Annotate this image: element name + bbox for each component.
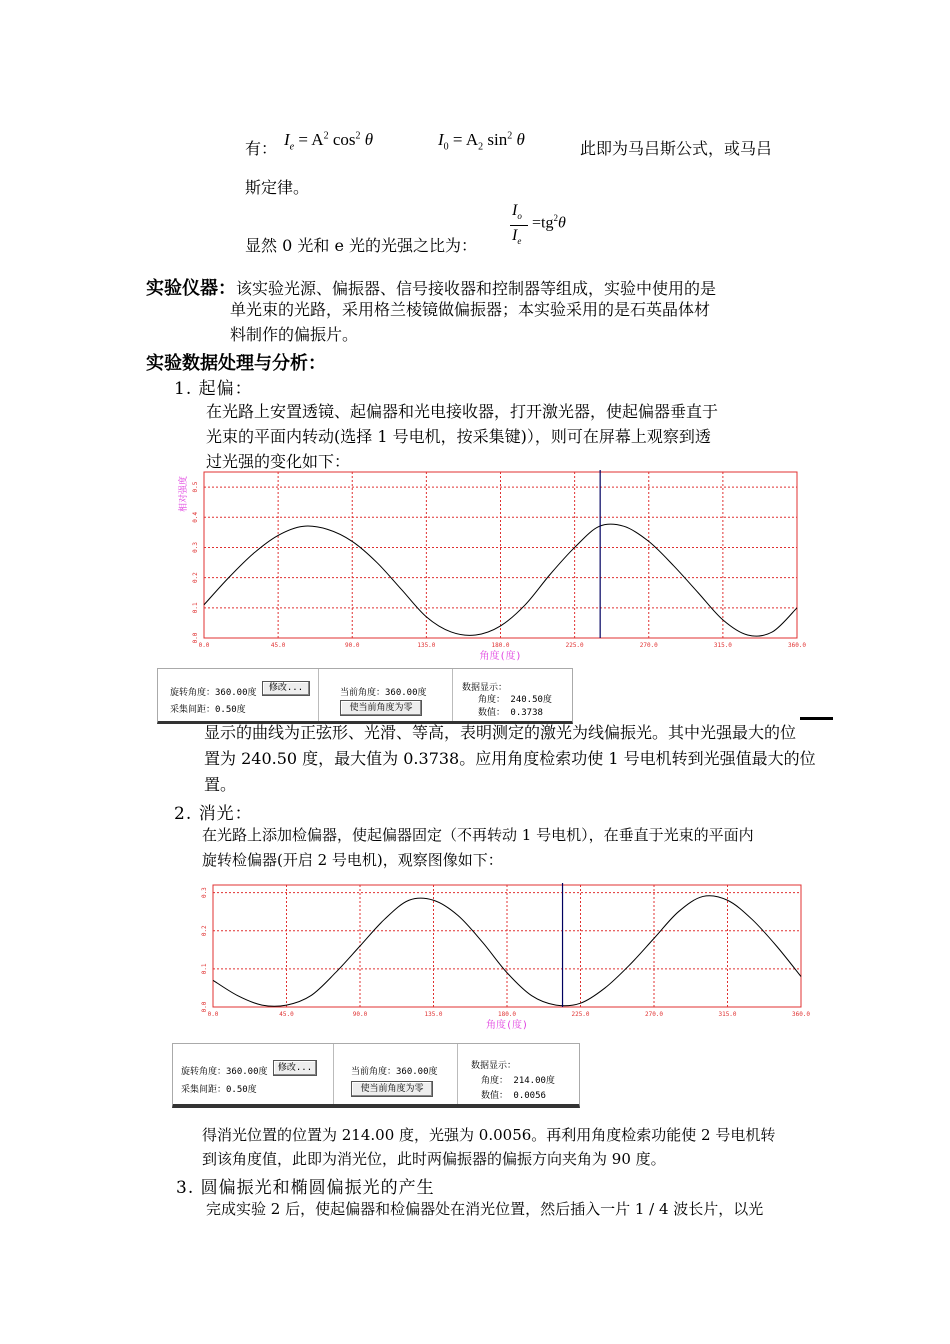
panel1-zero-button[interactable]: 使当前角度为零: [340, 700, 422, 716]
ratio-rhs-text: =tg: [532, 214, 554, 232]
panel2-current-label: 当前角度：360.00度: [351, 1067, 438, 1077]
panel2-col-display: [457, 1044, 577, 1104]
y-tick-label: 0.2: [192, 572, 199, 584]
panel1-modify-button[interactable]: 修改...: [262, 681, 310, 696]
panel2-col-settings: [173, 1044, 334, 1104]
eq2-var: θ: [516, 130, 525, 149]
y-tick-label: 0.1: [201, 963, 208, 975]
control-panel-2: [172, 1043, 580, 1108]
eq1-rhs: = A: [298, 130, 324, 149]
x-axis-label: 角度(度): [485, 1020, 529, 1031]
panel1-col-settings: [158, 669, 319, 721]
panel1-col-display: [452, 669, 570, 721]
eq1-lhs: I: [284, 130, 290, 149]
section1-after2: 置为 240.50 度，最大值为 0.3738。应用角度检索功使 1 号电机转到光强值最大的位: [204, 749, 816, 768]
y-tick-label: 0.3: [192, 542, 199, 553]
y-tick-label: 0.0: [192, 632, 199, 644]
x-tick-label: 270.0: [639, 642, 658, 649]
formula-eq2: [438, 130, 525, 152]
panel2-zero-button[interactable]: 使当前角度为零: [351, 1081, 433, 1097]
section3-line1: 完成实验 2 后，使起偏器和检偏器处在消光位置，然后插入一片 1 / 4 波长片，以光: [206, 1200, 764, 1218]
y-tick-label: 0.3: [201, 887, 208, 899]
section2-line2: 旋转检偏器(开启 2 号电机)，观察图像如下：: [202, 851, 503, 869]
instruments-line1: 该实验光源、偏振器、信号接收器和控制器等组成，实验中使用的是: [236, 279, 717, 298]
section2-after1: 得消光位置的位置为 214.00 度，光强为 0.0056。再利用角度检索功能使 2 号电机转: [202, 1126, 776, 1144]
instruments-line2: 单光束的光路，采用格兰棱镜做偏振器；本实验采用的是石英晶体材: [230, 300, 711, 319]
y-tick-label: 0.4: [192, 511, 199, 523]
y-tick-label: 0.5: [192, 481, 199, 493]
x-tick-label: 90.0: [345, 642, 360, 649]
panel1-current-label: 当前角度：360.00度: [340, 688, 427, 698]
instruments-heading: 实验仪器：: [146, 278, 236, 299]
control-panel-1: [157, 668, 573, 724]
y-tick-label: 0.2: [201, 925, 208, 937]
chart-polarization: [170, 470, 810, 662]
x-tick-label: 0.0: [198, 642, 210, 649]
instruments-line3: 料制作的偏振片。: [230, 325, 359, 344]
formula-prefix: 有：: [245, 139, 278, 158]
panel1-display-label: 数据显示：: [462, 683, 508, 693]
section2-after2: 到该角度值，此即为消光位，此时两偏振器的偏振方向夹角为 90 度。: [202, 1150, 666, 1168]
x-tick-label: 180.0: [491, 642, 510, 649]
y-tick-label: 0.0: [201, 1001, 208, 1013]
panel2-col-current: [333, 1044, 458, 1104]
eq2-rhs: = A: [452, 130, 479, 149]
instruments-paragraph: [146, 274, 716, 301]
eq2-fn: sin: [487, 130, 508, 149]
x-tick-label: 270.0: [644, 1011, 664, 1018]
x-tick-label: 225.0: [571, 1011, 590, 1018]
section1-line2: 光束的平面内转动(选择 1 号电机，按采集键)），则可在屏幕上观察到透: [206, 427, 711, 446]
x-tick-label: 45.0: [270, 642, 286, 649]
x-tick-label: 90.0: [352, 1011, 368, 1018]
panel1-col-current: [318, 669, 453, 721]
fraction-bar: [510, 225, 528, 226]
panel2-value-label: 数值： 0.0056: [481, 1091, 546, 1101]
ratio-den: I: [512, 227, 518, 244]
chart-extinction: [180, 883, 810, 1039]
x-tick-label: 225.0: [565, 642, 584, 649]
section1-after1: 显示的曲线为正弦形、光滑、等高，表明测定的激光为线偏振光。其中光强最大的位: [204, 723, 797, 742]
ratio-num-sub: o: [517, 211, 522, 222]
y-axis-label: 相对强度: [179, 475, 189, 513]
x-tick-label: 360.0: [787, 642, 807, 649]
eq1-fn-sup: 2: [355, 130, 361, 142]
panel2-rotate-label: 旋转角度：360.00度: [181, 1067, 268, 1077]
x-tick-label: 180.0: [497, 1011, 517, 1018]
law-text-1: 此即为马吕斯公式，或马吕: [580, 139, 773, 158]
eq1-var: θ: [364, 130, 374, 149]
section2-line1: 在光路上添加检偏器，使起偏器固定（不再转动 1 号电机），在垂直于光束的平面内: [202, 826, 754, 844]
law-text-2: 斯定律。: [245, 178, 310, 197]
eq2-lhs: I: [438, 130, 444, 149]
eq1-lhs-sub: e: [289, 141, 295, 153]
panel2-angle-label: 角度： 214.00度: [481, 1076, 555, 1086]
section1-line1: 在光路上安置透镜、起偏器和光电接收器，打开激光器，使起偏器垂直于: [206, 402, 719, 421]
panel1-angle-label: 角度： 240.50度: [478, 695, 552, 705]
section1-line3: 过光强的变化如下：: [206, 452, 351, 471]
ratio-text: 显然 0 光和 e 光的光强之比为：: [245, 236, 477, 255]
x-tick-label: 360.0: [791, 1011, 810, 1018]
eq2-rhs-sub: 2: [478, 141, 484, 153]
section3-title: 3. 圆偏振光和椭圆偏振光的产生: [176, 1178, 435, 1198]
ratio-denominator: [512, 227, 521, 246]
x-axis-label: 角度(度): [479, 651, 522, 662]
section1-title: 1. 起偏：: [174, 379, 253, 399]
eq1-rhs-sup: 2: [323, 130, 329, 142]
panel1-rotate-label: 旋转角度：360.00度: [170, 688, 257, 698]
eq2-fn-sup: 2: [507, 130, 513, 142]
panel2-display-label: 数据显示：: [471, 1061, 517, 1071]
analysis-heading: 实验数据处理与分析：: [146, 353, 326, 374]
x-tick-label: 135.0: [417, 642, 436, 649]
panel2-modify-button[interactable]: 修改...: [273, 1060, 317, 1076]
panel2-interval-label: 采集间距：0.50度: [181, 1085, 257, 1095]
x-tick-label: 315.0: [713, 642, 732, 649]
panel1-value-label: 数值： 0.3738: [478, 708, 543, 718]
ratio-rhs-sup: 2: [553, 213, 558, 223]
eq1-fn: cos: [332, 130, 356, 149]
x-tick-label: 135.0: [424, 1011, 443, 1018]
ratio-numerator: [512, 202, 522, 221]
formula-eq1: [284, 130, 373, 152]
ratio-num: I: [512, 202, 518, 219]
y-tick-label: 0.1: [192, 602, 199, 614]
x-tick-label: 315.0: [718, 1011, 737, 1018]
section2-title: 2. 消光：: [174, 804, 253, 824]
ratio-den-sub: e: [517, 236, 522, 247]
x-tick-label: 0.0: [207, 1011, 219, 1018]
eq2-lhs-sub: 0: [443, 141, 449, 153]
panel1-interval-label: 采集间距：0.50度: [170, 705, 246, 715]
section1-after3: 置。: [204, 775, 237, 794]
divider-mark: [800, 717, 833, 720]
x-tick-label: 45.0: [279, 1011, 294, 1018]
ratio-var: θ: [557, 214, 566, 232]
ratio-rhs: [532, 213, 566, 232]
